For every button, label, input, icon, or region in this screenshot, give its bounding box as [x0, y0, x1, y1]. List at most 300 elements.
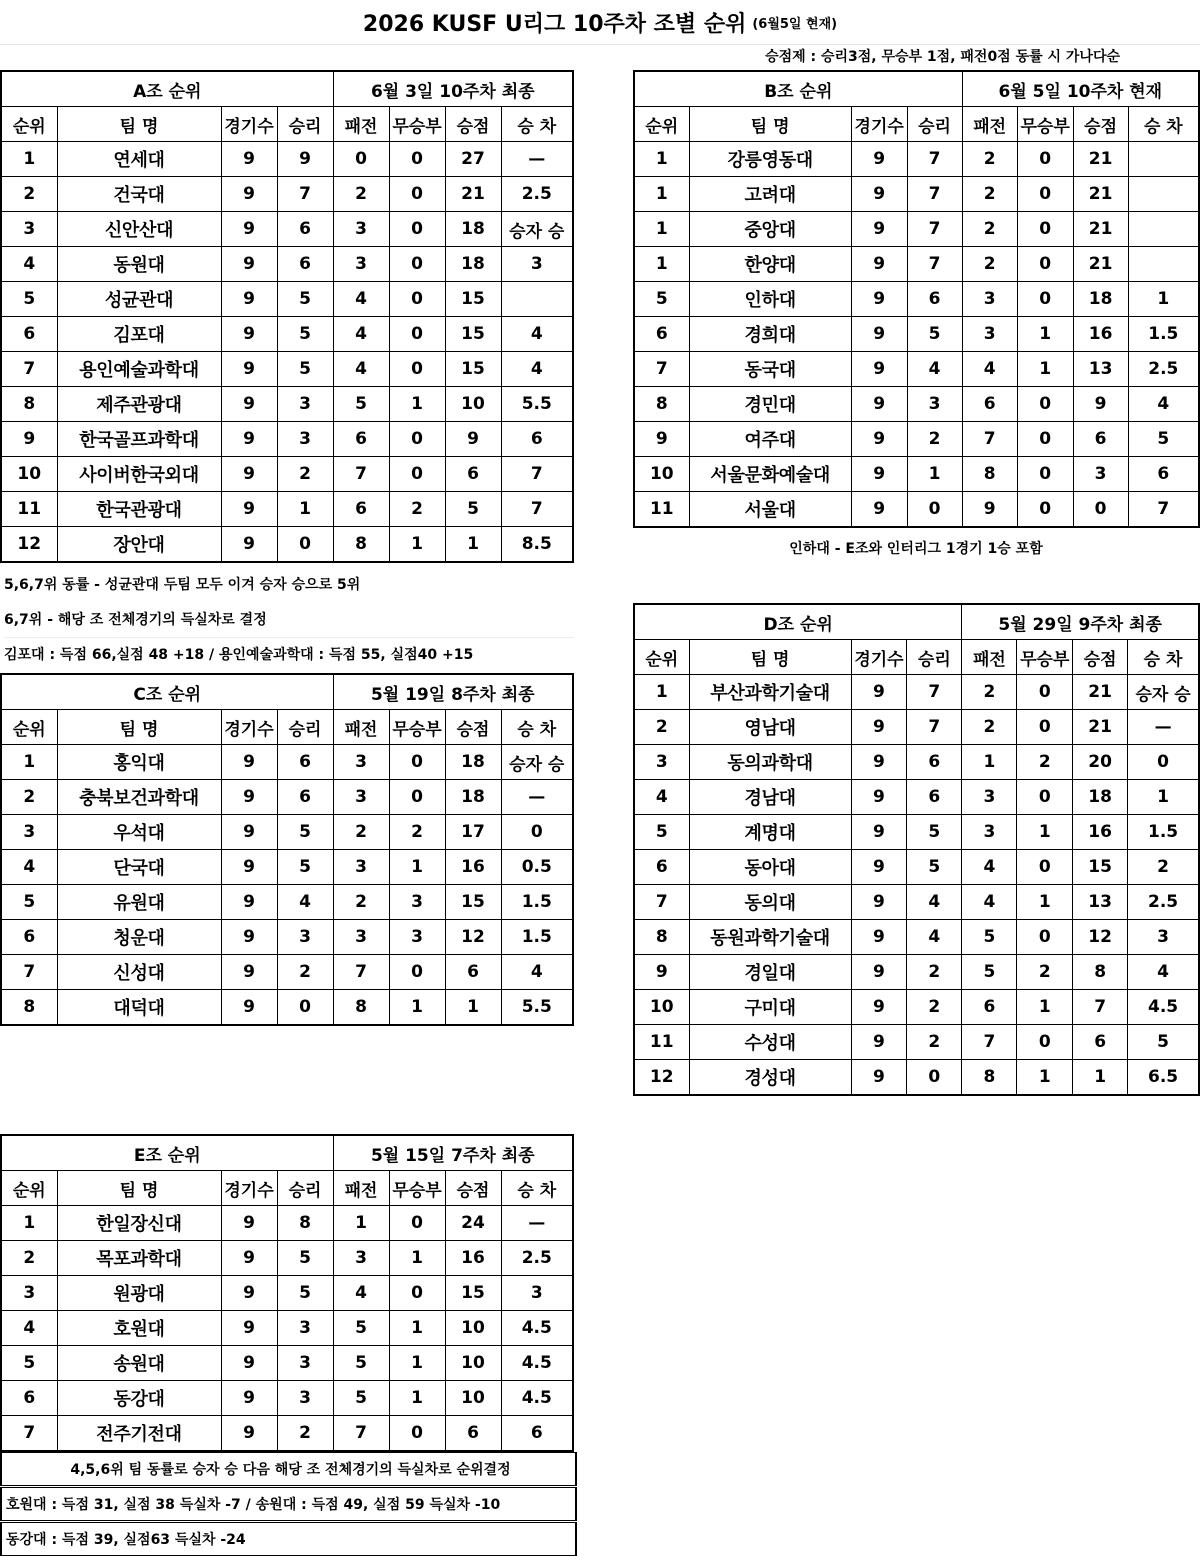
table-cell: 0 — [1017, 282, 1073, 317]
table-cell: 3 — [1, 815, 57, 850]
table-cell: 0 — [1128, 745, 1199, 780]
table-cell — [1128, 177, 1199, 212]
table-cell: 7 — [333, 955, 389, 990]
team-name-cell: 유원대 — [57, 885, 221, 920]
table-cell: 5 — [277, 282, 333, 317]
table-cell: 3 — [389, 920, 445, 955]
column-header: 승점 — [1073, 107, 1128, 142]
table-cell: 6 — [333, 422, 389, 457]
table-cell: 0 — [1017, 387, 1073, 422]
table-cell: 9 — [851, 990, 907, 1025]
table-cell: 6 — [277, 780, 333, 815]
team-name-cell: 장안대 — [57, 527, 221, 563]
table-cell: 0 — [277, 990, 333, 1026]
team-name-cell: 동강대 — [57, 1381, 221, 1416]
table-cell: 8 — [634, 387, 689, 422]
group-name: B조 순위 — [634, 71, 962, 107]
table-cell: 9 — [1073, 387, 1128, 422]
table-row — [1, 352, 573, 387]
table-cell: 13 — [1073, 885, 1128, 920]
table-cell: 9 — [221, 1311, 277, 1346]
table-cell: 10 — [445, 1311, 501, 1346]
table-cell: 1 — [389, 387, 445, 422]
table-cell: 9 — [851, 885, 907, 920]
table-cell: 3 — [333, 212, 389, 247]
table-cell: 0 — [333, 142, 389, 177]
table-cell: 5 — [634, 282, 689, 317]
table-cell: 6 — [277, 745, 333, 780]
table-row — [634, 780, 1199, 815]
table-cell: 2.5 — [1128, 885, 1199, 920]
group-e-note-3: 동강대 : 득점 39, 실점63 득실차 -24 — [0, 1522, 577, 1556]
table-cell: 3 — [333, 850, 389, 885]
table-cell: 9 — [221, 352, 277, 387]
table-cell: 0 — [1017, 850, 1073, 885]
table-cell: 2 — [962, 177, 1017, 212]
table-cell: 9 — [851, 1060, 907, 1096]
table-cell: 10 — [634, 990, 689, 1025]
title-subtitle: (6월5일 현재) — [752, 16, 838, 32]
table-cell: 2 — [333, 815, 389, 850]
table-cell: 4.5 — [501, 1381, 573, 1416]
column-header: 승 차 — [501, 1171, 573, 1206]
table-cell: 5 — [1128, 422, 1199, 457]
table-cell: 4 — [333, 282, 389, 317]
table-cell: 0 — [389, 955, 445, 990]
table-cell: 10 — [445, 1346, 501, 1381]
table-cell: 1 — [1, 142, 57, 177]
table-cell: 2 — [962, 710, 1017, 745]
table-row — [634, 710, 1199, 745]
table-cell: 9 — [851, 247, 907, 282]
group-status: 5월 19일 8주차 최종 — [333, 674, 573, 710]
table-cell: 9 — [221, 780, 277, 815]
column-header: 승점 — [445, 1171, 501, 1206]
table-cell: 6 — [962, 387, 1017, 422]
team-name-cell: 송원대 — [57, 1346, 221, 1381]
team-name-cell: 인하대 — [689, 282, 851, 317]
column-header: 패전 — [962, 107, 1017, 142]
table-cell: 24 — [445, 1206, 501, 1241]
table-cell: 9 — [962, 492, 1017, 528]
team-name-cell: 우석대 — [57, 815, 221, 850]
column-header: 팀 명 — [689, 107, 851, 142]
team-name-cell: 성균관대 — [57, 282, 221, 317]
table-cell: 18 — [445, 247, 501, 282]
table-cell: 8 — [962, 457, 1017, 492]
table-cell: 2 — [907, 1025, 962, 1060]
table-cell: 7 — [962, 422, 1017, 457]
table-cell: 4 — [634, 780, 689, 815]
table-cell: 5 — [907, 317, 962, 352]
table-cell: 6 — [277, 247, 333, 282]
table-row — [634, 990, 1199, 1025]
table-cell: 1 — [907, 457, 962, 492]
table-cell: 2 — [907, 422, 962, 457]
table-cell: 7 — [1, 352, 57, 387]
table-cell: 7 — [1128, 492, 1199, 528]
table-cell: 3 — [277, 920, 333, 955]
column-header: 승점 — [445, 710, 501, 745]
table-cell: 6 — [634, 317, 689, 352]
table-cell: 4 — [333, 1276, 389, 1311]
table-cell: 0 — [1017, 457, 1073, 492]
table-row — [634, 745, 1199, 780]
table-cell: 4 — [1128, 955, 1199, 990]
table-cell: 2 — [333, 885, 389, 920]
table-cell: 8 — [1, 387, 57, 422]
table-cell: 5 — [962, 955, 1017, 990]
table-cell: 0 — [1017, 142, 1073, 177]
table-cell: 5 — [277, 1276, 333, 1311]
table-cell: 2 — [907, 955, 962, 990]
column-header: 무승부 — [389, 710, 445, 745]
table-cell: 5 — [333, 1311, 389, 1346]
team-name-cell: 구미대 — [689, 990, 851, 1025]
table-row — [1, 422, 573, 457]
table-cell: 8 — [333, 990, 389, 1026]
team-name-cell: 계명대 — [689, 815, 851, 850]
table-cell: 9 — [221, 387, 277, 422]
column-header: 경기수 — [221, 1171, 277, 1206]
table-row — [634, 422, 1199, 457]
table-cell: 5 — [907, 815, 962, 850]
table-cell: 9 — [851, 710, 907, 745]
table-row — [1, 317, 573, 352]
table-cell: 2 — [333, 177, 389, 212]
table-cell: 18 — [445, 212, 501, 247]
table-cell: 3 — [1, 212, 57, 247]
column-header: 무승부 — [1017, 107, 1073, 142]
table-cell: 5 — [907, 850, 962, 885]
table-row — [1, 885, 573, 920]
table-cell: 9 — [851, 387, 907, 422]
table-cell: 7 — [1073, 990, 1128, 1025]
table-cell: 5 — [277, 815, 333, 850]
table-cell: 8 — [634, 920, 689, 955]
table-cell: 6 — [501, 1416, 573, 1452]
table-row — [1, 212, 573, 247]
table-cell: 4 — [907, 352, 962, 387]
table-cell: 20 — [1073, 745, 1128, 780]
table-cell: 5 — [1, 885, 57, 920]
column-header: 패전 — [333, 1171, 389, 1206]
page-title — [0, 0, 1200, 45]
table-cell: 1 — [1017, 815, 1073, 850]
table-cell: 9 — [221, 885, 277, 920]
table-cell: 0 — [389, 177, 445, 212]
team-name-cell: 제주관광대 — [57, 387, 221, 422]
table-cell: 5 — [962, 920, 1017, 955]
table-cell: 9 — [221, 1276, 277, 1311]
table-cell: 18 — [445, 780, 501, 815]
table-cell: 1 — [389, 1346, 445, 1381]
table-row — [634, 317, 1199, 352]
table-row — [1, 457, 573, 492]
table-row — [634, 885, 1199, 920]
table-cell: 4 — [1, 1311, 57, 1346]
table-cell: 0 — [1017, 1025, 1073, 1060]
table-cell — [1128, 142, 1199, 177]
table-cell: 9 — [851, 815, 907, 850]
table-cell: 4 — [962, 885, 1017, 920]
table-cell: 0.5 — [501, 850, 573, 885]
group-a-note-2: 6,7위 - 해당 조 전체경기의 득실차로 결정 — [4, 603, 574, 638]
table-row — [1, 1346, 573, 1381]
table-row — [634, 675, 1199, 710]
table-cell: 0 — [1017, 212, 1073, 247]
column-header: 무승부 — [389, 107, 445, 142]
table-cell: 2 — [389, 492, 445, 527]
table-cell: 3 — [333, 745, 389, 780]
table-cell: 2 — [1, 1241, 57, 1276]
table-cell: 7 — [907, 247, 962, 282]
team-name-cell: 강릉영동대 — [689, 142, 851, 177]
team-name-cell: 동의대 — [689, 885, 851, 920]
table-cell: 1 — [333, 1206, 389, 1241]
table-row — [634, 955, 1199, 990]
table-cell: 17 — [445, 815, 501, 850]
table-row — [1, 850, 573, 885]
table-cell: 9 — [851, 850, 907, 885]
table-cell: 7 — [907, 212, 962, 247]
table-cell: 8 — [1, 990, 57, 1026]
table-cell: 3 — [962, 815, 1017, 850]
column-header: 승 차 — [1128, 107, 1199, 142]
table-cell: 16 — [1073, 815, 1128, 850]
table-cell: 0 — [1017, 247, 1073, 282]
table-cell: 9 — [634, 955, 689, 990]
table-cell: 8 — [962, 1060, 1017, 1096]
group-name: C조 순위 — [1, 674, 333, 710]
table-cell: 18 — [445, 745, 501, 780]
table-cell: 7 — [501, 492, 573, 527]
group-status: 6월 5일 10주차 현재 — [962, 71, 1199, 107]
group-d-standings — [633, 603, 1200, 1096]
table-cell: 6 — [445, 955, 501, 990]
table-cell: 2 — [962, 142, 1017, 177]
table-cell: 7 — [501, 457, 573, 492]
team-name-cell: 수성대 — [689, 1025, 851, 1060]
table-cell: 3 — [501, 1276, 573, 1311]
group-a-table — [0, 70, 574, 563]
group-a-note-3: 김포대 : 득점 66,실점 48 +18 / 용인예술과학대 : 득점 55, 실점40 +15 — [4, 647, 474, 663]
table-cell: 8.5 — [501, 527, 573, 563]
table-row — [634, 920, 1199, 955]
table-cell: 1 — [445, 990, 501, 1026]
table-cell: 3 — [1128, 920, 1199, 955]
table-cell: 2 — [634, 710, 689, 745]
table-cell: 6 — [1073, 422, 1128, 457]
table-row — [1, 1206, 573, 1241]
table-cell: 5 — [1128, 1025, 1199, 1060]
table-cell: 1 — [277, 492, 333, 527]
table-cell: 3 — [333, 1241, 389, 1276]
table-cell: 12 — [634, 1060, 689, 1096]
table-cell: 15 — [1073, 850, 1128, 885]
column-header: 팀 명 — [57, 107, 221, 142]
table-cell: 2 — [277, 457, 333, 492]
table-cell: 9 — [851, 492, 907, 528]
table-cell: 18 — [1073, 282, 1128, 317]
table-cell: 10 — [445, 387, 501, 422]
table-cell: 4 — [501, 352, 573, 387]
group-status: 6월 3일 10주차 최종 — [333, 71, 573, 107]
table-cell: 6 — [277, 212, 333, 247]
table-cell: 0 — [1073, 492, 1128, 528]
column-header: 승 차 — [501, 107, 573, 142]
table-cell: 2 — [907, 990, 962, 1025]
group-c-standings — [0, 673, 574, 1026]
table-cell: 15 — [445, 317, 501, 352]
table-cell: 1 — [389, 990, 445, 1026]
table-cell: 12 — [445, 920, 501, 955]
table-cell: 1 — [1017, 885, 1073, 920]
table-cell: 16 — [445, 850, 501, 885]
team-name-cell: 건국대 — [57, 177, 221, 212]
table-cell: 0 — [389, 212, 445, 247]
table-cell: 1 — [1017, 317, 1073, 352]
table-cell: 승자 승 — [501, 745, 573, 780]
table-cell: 0 — [389, 457, 445, 492]
group-e-note-2: 호원대 : 득점 31, 실점 38 득실차 -7 / 송원대 : 득점 49, 실점 59 득실차 -10 — [0, 1487, 577, 1521]
table-cell: 9 — [221, 177, 277, 212]
team-name-cell: 영남대 — [689, 710, 851, 745]
team-name-cell: 부산과학기술대 — [689, 675, 851, 710]
table-cell: 9 — [221, 850, 277, 885]
table-cell: 7 — [333, 1416, 389, 1452]
scoring-rule: 승점제 : 승리3점, 무승부 1점, 패전0점 동률 시 가나다순 — [765, 49, 1120, 65]
table-cell: 9 — [851, 212, 907, 247]
table-cell: 0 — [907, 1060, 962, 1096]
table-cell: 1.5 — [1128, 317, 1199, 352]
team-name-cell: 서울대 — [689, 492, 851, 528]
table-cell: 4 — [501, 955, 573, 990]
column-header: 순위 — [1, 107, 57, 142]
table-cell: 8 — [1073, 955, 1128, 990]
table-cell: 2 — [389, 815, 445, 850]
table-cell: 9 — [221, 527, 277, 563]
table-cell: — — [501, 780, 573, 815]
table-cell: 9 — [851, 352, 907, 387]
table-cell: 3 — [277, 1381, 333, 1416]
column-header: 무승부 — [1017, 640, 1073, 675]
table-cell: 6 — [907, 282, 962, 317]
column-header: 승 차 — [501, 710, 573, 745]
table-cell: 2 — [962, 247, 1017, 282]
table-cell: 2.5 — [501, 1241, 573, 1276]
table-cell: 11 — [634, 492, 689, 528]
table-cell: 9 — [851, 142, 907, 177]
table-cell: 1 — [1073, 1060, 1128, 1096]
table-cell: 4 — [277, 885, 333, 920]
group-e-note-1: 4,5,6위 팀 동률로 승자 승 다음 해당 조 전체경기의 득실차로 순위결정 — [0, 1452, 577, 1486]
team-name-cell: 한양대 — [689, 247, 851, 282]
table-cell: 2.5 — [501, 177, 573, 212]
group-name: A조 순위 — [1, 71, 333, 107]
table-cell: — — [501, 1206, 573, 1241]
table-cell: 2 — [962, 212, 1017, 247]
table-cell: 21 — [1073, 212, 1128, 247]
column-header: 경기수 — [851, 107, 907, 142]
table-cell: 9 — [851, 1025, 907, 1060]
table-cell: 0 — [389, 1276, 445, 1311]
table-row — [1, 177, 573, 212]
column-header: 무승부 — [389, 1171, 445, 1206]
table-cell: 7 — [277, 177, 333, 212]
table-cell: 9 — [221, 990, 277, 1026]
table-cell: 3 — [333, 247, 389, 282]
table-cell: 3 — [962, 780, 1017, 815]
team-name-cell: 연세대 — [57, 142, 221, 177]
table-row — [1, 920, 573, 955]
table-cell: 4.5 — [501, 1346, 573, 1381]
column-header: 승 차 — [1128, 640, 1199, 675]
table-cell: 0 — [1017, 422, 1073, 457]
table-cell: 1 — [389, 850, 445, 885]
table-cell: 3 — [501, 247, 573, 282]
table-cell: 3 — [907, 387, 962, 422]
team-name-cell: 대덕대 — [57, 990, 221, 1026]
table-cell: 9 — [221, 212, 277, 247]
table-cell: 1 — [1128, 780, 1199, 815]
table-cell: 1 — [962, 745, 1017, 780]
table-cell: 7 — [1, 955, 57, 990]
table-cell: 0 — [389, 1416, 445, 1452]
table-row — [1, 1276, 573, 1311]
table-cell: 6 — [1, 920, 57, 955]
table-cell: 3 — [962, 317, 1017, 352]
table-cell: 12 — [1073, 920, 1128, 955]
table-cell: 7 — [907, 710, 962, 745]
table-cell: 승자 승 — [501, 212, 573, 247]
table-cell: 1 — [1128, 282, 1199, 317]
table-cell: 6.5 — [1128, 1060, 1199, 1096]
column-header: 승리 — [277, 107, 333, 142]
team-name-cell: 동국대 — [689, 352, 851, 387]
table-cell: 0 — [1017, 920, 1073, 955]
table-cell: 15 — [445, 1276, 501, 1311]
table-cell: 4 — [962, 352, 1017, 387]
table-cell: 12 — [1, 527, 57, 563]
group-a-note-1: 5,6,7위 동률 - 성균관대 두팀 모두 이겨 승자 승으로 5위 — [4, 577, 361, 593]
table-cell — [1128, 247, 1199, 282]
table-row — [1, 745, 573, 780]
table-cell: 7 — [1, 1416, 57, 1452]
team-name-cell: 한국관광대 — [57, 492, 221, 527]
table-cell: 6 — [1, 1381, 57, 1416]
table-cell: 13 — [1073, 352, 1128, 387]
column-header: 승점 — [1073, 640, 1128, 675]
table-cell: 0 — [389, 780, 445, 815]
table-cell: 7 — [333, 457, 389, 492]
table-cell: 9 — [445, 422, 501, 457]
group-e-table — [0, 1134, 574, 1452]
table-cell: 9 — [221, 1346, 277, 1381]
table-cell: 4 — [1128, 387, 1199, 422]
table-row — [1, 990, 573, 1026]
table-cell: 6 — [501, 422, 573, 457]
team-name-cell: 호원대 — [57, 1311, 221, 1346]
table-cell: 0 — [389, 247, 445, 282]
table-row — [634, 142, 1199, 177]
table-cell: 5 — [333, 1346, 389, 1381]
team-name-cell: 경성대 — [689, 1060, 851, 1096]
table-cell: 5.5 — [501, 387, 573, 422]
table-cell: 9 — [221, 1241, 277, 1276]
group-name: D조 순위 — [634, 604, 962, 640]
table-cell: 4 — [333, 317, 389, 352]
